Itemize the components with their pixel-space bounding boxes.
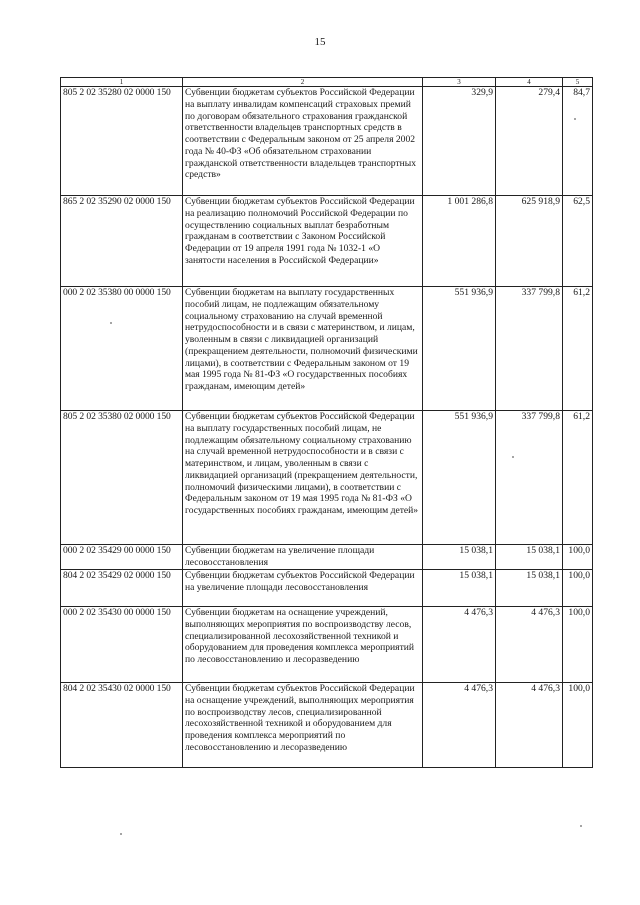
actual-value: 279,4 bbox=[496, 87, 563, 196]
percent-value: 100,0 bbox=[563, 545, 593, 570]
actual-value: 625 918,9 bbox=[496, 196, 563, 287]
plan-value: 329,9 bbox=[423, 87, 496, 196]
actual-value: 337 799,8 bbox=[496, 411, 563, 545]
budget-table bbox=[60, 77, 593, 768]
percent-value: 84,7 bbox=[563, 87, 593, 196]
plan-value: 1 001 286,8 bbox=[423, 196, 496, 287]
percent-value: 62,5 bbox=[563, 196, 593, 287]
table-row bbox=[61, 683, 593, 768]
row-description: Субвенции бюджетам на увеличение площади лесовосстановления bbox=[183, 545, 423, 570]
row-description: Субвенции бюджетам на выплату государственных пособий лицам, не подлежащим обязательному социальному страхованию на случай временной нетрудоспособности и в связи с материнством, и лицам, уволенным в связи с ликвидацией организаций (прекращением деятельности, полномочий физическими лицами), в соответствии с Федеральным законом от 19 мая 1995 года № 81-ФЗ «О государственных пособиях гражданам, имеющим детей» bbox=[183, 287, 423, 411]
scan-speck bbox=[574, 118, 576, 120]
plan-value: 15 038,1 bbox=[423, 570, 496, 607]
actual-value: 15 038,1 bbox=[496, 570, 563, 607]
actual-value: 4 476,3 bbox=[496, 683, 563, 768]
plan-value: 4 476,3 bbox=[423, 683, 496, 768]
header-col-4: 4 bbox=[496, 78, 563, 87]
budget-code: 000 2 02 35429 00 0000 150 bbox=[61, 545, 183, 570]
row-description: Субвенции бюджетам субъектов Российской Федерации на выплату инвалидам компенсаций страховых премий по договорам обязательного страхования гражданской ответственности владельцев транспортных средств в соответствии с Федеральным законом от 25 апреля 2002 года № 40-ФЗ «Об обязательном страховании гражданской ответственности владельцев транспортных средств» bbox=[183, 87, 423, 196]
budget-code: 865 2 02 35290 02 0000 150 bbox=[61, 196, 183, 287]
header-col-2: 2 bbox=[183, 78, 423, 87]
plan-value: 15 038,1 bbox=[423, 545, 496, 570]
actual-value: 337 799,8 bbox=[496, 287, 563, 411]
table-row bbox=[61, 570, 593, 607]
row-description: Субвенции бюджетам субъектов Российской Федерации на выплату государственных пособий лицам, не подлежащим обязательному социальному страхованию на случай временной нетрудоспособности и в связи с материнством, и лицам, уволенным в связи с ликвидацией организаций (прекращением деятельности, полномочий физическими лицами), в соответствии с Федеральным законом от 19 мая 1995 года № 81-ФЗ «О государственных пособиях гражданам, имеющим детей» bbox=[183, 411, 423, 545]
table-row bbox=[61, 607, 593, 683]
plan-value: 551 936,9 bbox=[423, 411, 496, 545]
table-row bbox=[61, 196, 593, 287]
budget-code: 000 2 02 35380 00 0000 150 bbox=[61, 287, 183, 411]
actual-value: 4 476,3 bbox=[496, 607, 563, 683]
percent-value: 61,2 bbox=[563, 287, 593, 411]
row-description: Субвенции бюджетам субъектов Российской Федерации на оснащение учреждений, выполняющих мероприятия по воспроизводству лесов, специализированной лесохозяйственной техникой и оборудованием для проведения комплекса мероприятий по лесовосстановлению и лесоразведению bbox=[183, 683, 423, 768]
actual-value: 15 038,1 bbox=[496, 545, 563, 570]
scan-speck bbox=[120, 833, 122, 835]
header-col-3: 3 bbox=[423, 78, 496, 87]
row-description: Субвенции бюджетам на оснащение учреждений, выполняющих мероприятия по воспроизводству лесов, специализированной лесохозяйственной техникой и оборудованием для проведения комплекса мероприятий по лесовосстановлению и лесоразведению bbox=[183, 607, 423, 683]
budget-code: 000 2 02 35430 00 0000 150 bbox=[61, 607, 183, 683]
plan-value: 4 476,3 bbox=[423, 607, 496, 683]
header-col-5: 5 bbox=[563, 78, 593, 87]
plan-value: 551 936,9 bbox=[423, 287, 496, 411]
budget-code: 804 2 02 35430 02 0000 150 bbox=[61, 683, 183, 768]
budget-code: 805 2 02 35280 02 0000 150 bbox=[61, 87, 183, 196]
table-row bbox=[61, 411, 593, 545]
page-number: 15 bbox=[314, 36, 326, 48]
row-description: Субвенции бюджетам субъектов Российской Федерации на реализацию полномочий Российской Федерации по осуществлению социальных выплат безработным гражданам в соответствии с Законом Российской Федерации от 19 апреля 1991 года № 1032-1 «О занятости населения в Российской Федерации» bbox=[183, 196, 423, 287]
scan-speck bbox=[580, 825, 582, 827]
table-row bbox=[61, 545, 593, 570]
scan-speck bbox=[512, 456, 514, 458]
budget-code: 805 2 02 35380 02 0000 150 bbox=[61, 411, 183, 545]
budget-code: 804 2 02 35429 02 0000 150 bbox=[61, 570, 183, 607]
percent-value: 61,2 bbox=[563, 411, 593, 545]
row-description: Субвенции бюджетам субъектов Российской Федерации на увеличение площади лесовосстановления bbox=[183, 570, 423, 607]
table-row bbox=[61, 87, 593, 196]
percent-value: 100,0 bbox=[563, 607, 593, 683]
header-col-1: 1 bbox=[61, 78, 183, 87]
header-row bbox=[61, 78, 593, 87]
table-row bbox=[61, 287, 593, 411]
percent-value: 100,0 bbox=[563, 683, 593, 768]
scan-speck bbox=[110, 322, 112, 324]
percent-value: 100,0 bbox=[563, 570, 593, 607]
